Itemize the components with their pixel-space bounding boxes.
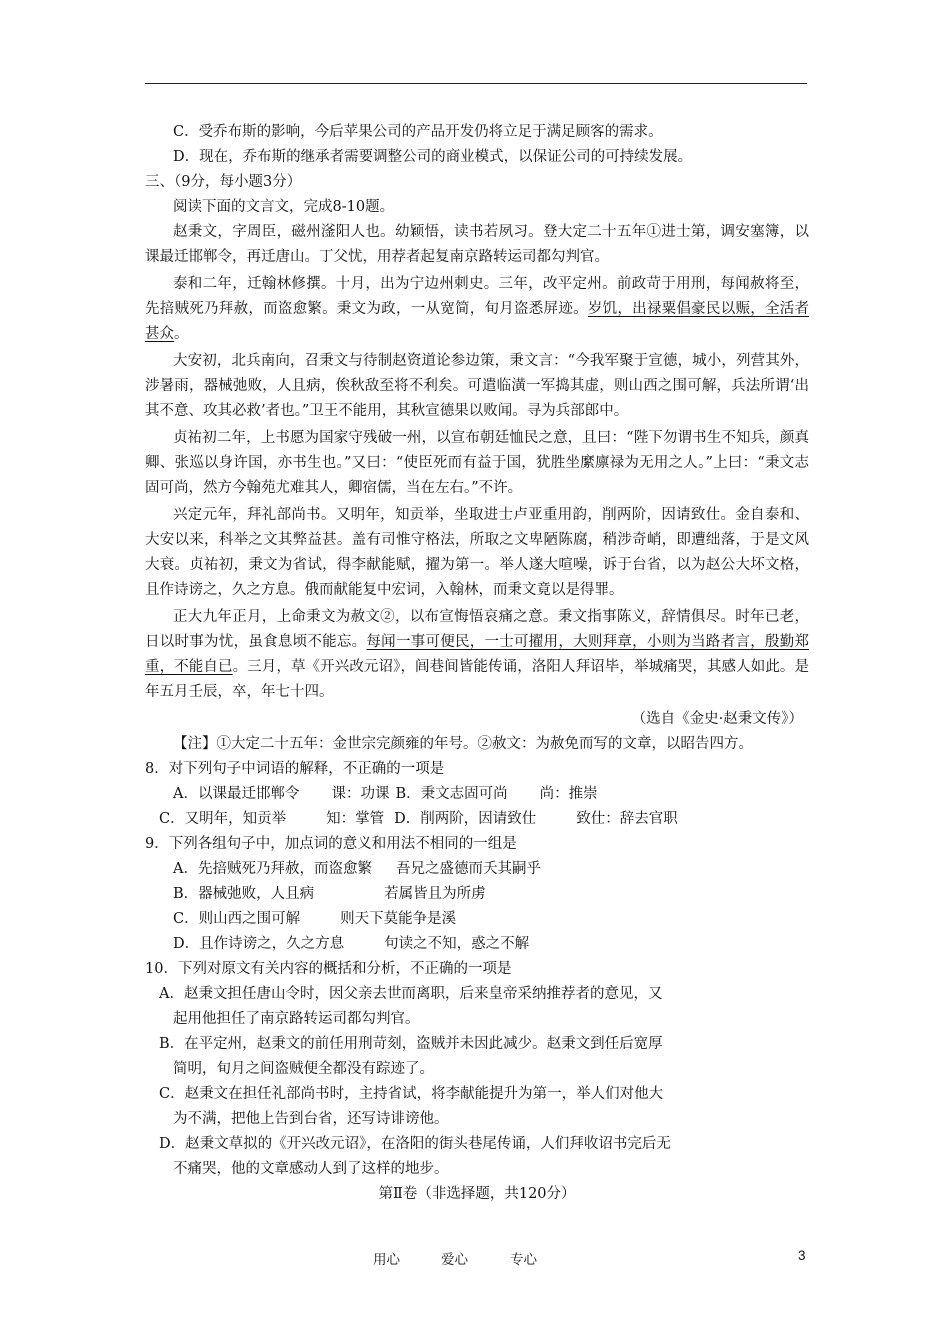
q9-option-d-right: 句读之不知，惑之不解: [384, 936, 530, 952]
q8-option-d: D．削两阶，因请致仕: [394, 811, 537, 827]
passage-paragraph-5: 兴定元年，拜礼部尚书。又明年，知贡举，坐取进士卢亚重用韵，削两阶，因请致仕。金自泰和、大安以来，科举之文其弊益甚。盖有司惟守格法，所取之文卑陋陈腐，稍涉奇峭，即遭绌落，于是文风大衰。贞祐初，秉文为省试，得李献能赋，擢为第一。举人遂大喧噪，诉于台省，以为赵公大坏文格，且作诗谤之，久之方息。俄而献能复中宏词，入翰林，而秉文竟以是得罪。: [145, 507, 809, 598]
passage-text: 。: [174, 326, 189, 342]
q9-option-d-left: D．且作诗谤之，久之方息: [173, 936, 345, 952]
footer-word-1: 用心: [373, 1252, 400, 1268]
passage-note: 【注】①大定二十五年：金世宗完颜雍的年号。②赦文：为赦免而写的文章，以昭告四方。: [173, 736, 753, 752]
passage-paragraph-3: 大安初，北兵南向，召秉文与待制赵资道论参边策，秉文言：“今我军聚于宣德，城小，列营其外，涉暑雨，器械弛败，人且病，俟秋敌至将不利矣。可遣临潢一军捣其虚，则山西之围可解，兵法所谓‘出其不意、攻其必救’者也。”卫王不能用，其秋宣德果以败闻。寻为兵部郎中。: [145, 353, 809, 419]
passage-paragraph-6: [145, 605, 809, 705]
q10-option-d-line2: 不痛哭，他的文章感动人到了这样的地步。: [173, 1161, 449, 1177]
option-d: D．现在，乔布斯的继承者需要调整公司的商业模式，以保证公司的可持续发展。: [173, 149, 693, 165]
section-intro: 阅读下面的文言文，完成8-10题。: [173, 199, 395, 215]
page-content: [145, 120, 809, 1207]
q8-option-d-gloss: 致仕：辞去官职: [576, 811, 678, 827]
q10-option-b-line2: 简明，旬月之间盗贼便全都没有踪迹了。: [173, 1061, 434, 1077]
question-8-stem: 8．对下列句子中词语的解释，不正确的一项是: [145, 761, 445, 777]
page-number: 3: [798, 1248, 806, 1263]
underlined-sentence: 每闻一事可便民，一士可擢用，大则拜章，小则为当路者言，殷勤郑重，不能自已: [145, 634, 809, 675]
q10-option-a-line2: 起用他担任了南京路转运司都勾判官。: [173, 1011, 420, 1027]
q9-option-b: [145, 882, 809, 907]
q9-option-a: [145, 857, 809, 882]
q10-option-c-line1: C．赵秉文在担任礼部尚书时，主持省试，将李献能提升为第一，举人们对他大: [159, 1086, 664, 1102]
passage-paragraph-2: [145, 272, 809, 347]
question-9-stem: 9．下列各组句子中，加点词的意义和用法不相同的一组是: [145, 836, 517, 852]
q8-option-c-gloss: 知：掌管: [326, 811, 385, 827]
footer-word-3: 专心: [510, 1252, 537, 1268]
q9-option-c-left: C．则山西之围可解: [173, 911, 301, 927]
q10-option-c-line2: 为不满，把他上告到台省，还写诗诽谤他。: [173, 1111, 449, 1127]
q8-option-b: B．秉文志固可尚: [395, 786, 508, 802]
passage-text: 正大九年正月，上命秉文为赦文②，以布宣悔悟哀痛之意。秉文指事陈义，辞情俱尽。时年已老，日以时事为忧，虽食息顷不能忘。: [145, 609, 809, 650]
q9-option-a-left: A．先掊贼死乃拜赦，而盗愈繁: [173, 861, 372, 877]
passage-text: 。三月，草《开兴改元诏》，闾巷间皆能传诵，洛阳人拜诏毕，举城痛哭，其感人如此。是年五月壬辰，卒，年七十四。: [145, 659, 810, 700]
part-2-title: 第Ⅱ卷（非选择题，共120分）: [378, 1186, 576, 1202]
q9-option-b-right: 若属皆且为所虏: [384, 886, 486, 902]
q9-option-a-right: 吾兄之盛德而夭其嗣乎: [395, 861, 541, 877]
underlined-sentence: 岁饥，出禄粟倡豪民以赈，全活者甚众: [145, 301, 810, 342]
header-rule: [145, 83, 807, 84]
q9-option-c-right: 则天下莫能争是溪: [340, 911, 457, 927]
q10-option-d-line1: D．赵秉文草拟的《开兴改元诏》，在洛阳的街头巷尾传诵，人们拜收诏书完后无: [159, 1136, 671, 1152]
q8-option-a-gloss: 课：功课: [331, 786, 390, 802]
q8-option-b-gloss: 尚：推崇: [539, 786, 598, 802]
q9-option-b-left: B．器械弛败，人且病: [173, 886, 315, 902]
question-10-stem: 10．下列对原文有关内容的概括和分析，不正确的一项是: [145, 961, 512, 977]
q9-option-c: [145, 907, 809, 932]
q8-option-a: A．以课最迁邯郸令: [173, 786, 300, 802]
q8-option-c: C．又明年，知贡举: [159, 811, 287, 827]
option-c: C．受乔布斯的影响，今后苹果公司的产品开发仍将立足于满足顾客的需求。: [173, 124, 663, 140]
passage-source: （选自《金史·赵秉文传》）: [631, 711, 803, 727]
q10-option-b-line1: B．在平定州，赵秉文的前任用刑苛刻，盗贼并未因此减少。赵秉文到任后宽厚: [159, 1036, 663, 1052]
q9-option-d: [145, 932, 809, 957]
passage-text: 泰和二年，迁翰林修撰。十月，出为宁边州刺史。三年，改平定州。前政苛于用刑，每闻赦将至，先掊贼死乃拜赦，而盗愈繁。秉文为政，一从宽简，旬月盗悉屏迹。: [145, 276, 809, 317]
footer-word-2: 爱心: [441, 1252, 468, 1268]
question-8-row-cd: [145, 807, 809, 832]
question-8-row-ab: [145, 782, 809, 807]
passage-paragraph-1: 赵秉文，字周臣，磁州滏阳人也。幼颖悟，读书若夙习。登大定二十五年①进士第，调安塞簿，以课最迁邯郸令，再迁唐山。丁父忧，用荐者起复南京路转运司都勾判官。: [145, 224, 809, 265]
q10-option-a-line1: A．赵秉文担任唐山令时，因父亲去世而离职，后来皇帝采纳推荐者的意见，又: [159, 986, 663, 1002]
passage-paragraph-4: 贞祐初二年，上书愿为国家守残破一州，以宣布朝廷恤民之意，且曰：“陛下勿谓书生不知兵，颜真卿、张巡以身许国，亦书生也。”又曰：“使臣死而有益于国，犹胜坐縻廪禄为无用之人。”上曰：“秉文志固可尚，然方今翰苑尤难其人，卿宿儒，当在左右。”不许。: [145, 430, 809, 496]
section-heading: 三、（9分，每小题3分）: [145, 174, 302, 190]
